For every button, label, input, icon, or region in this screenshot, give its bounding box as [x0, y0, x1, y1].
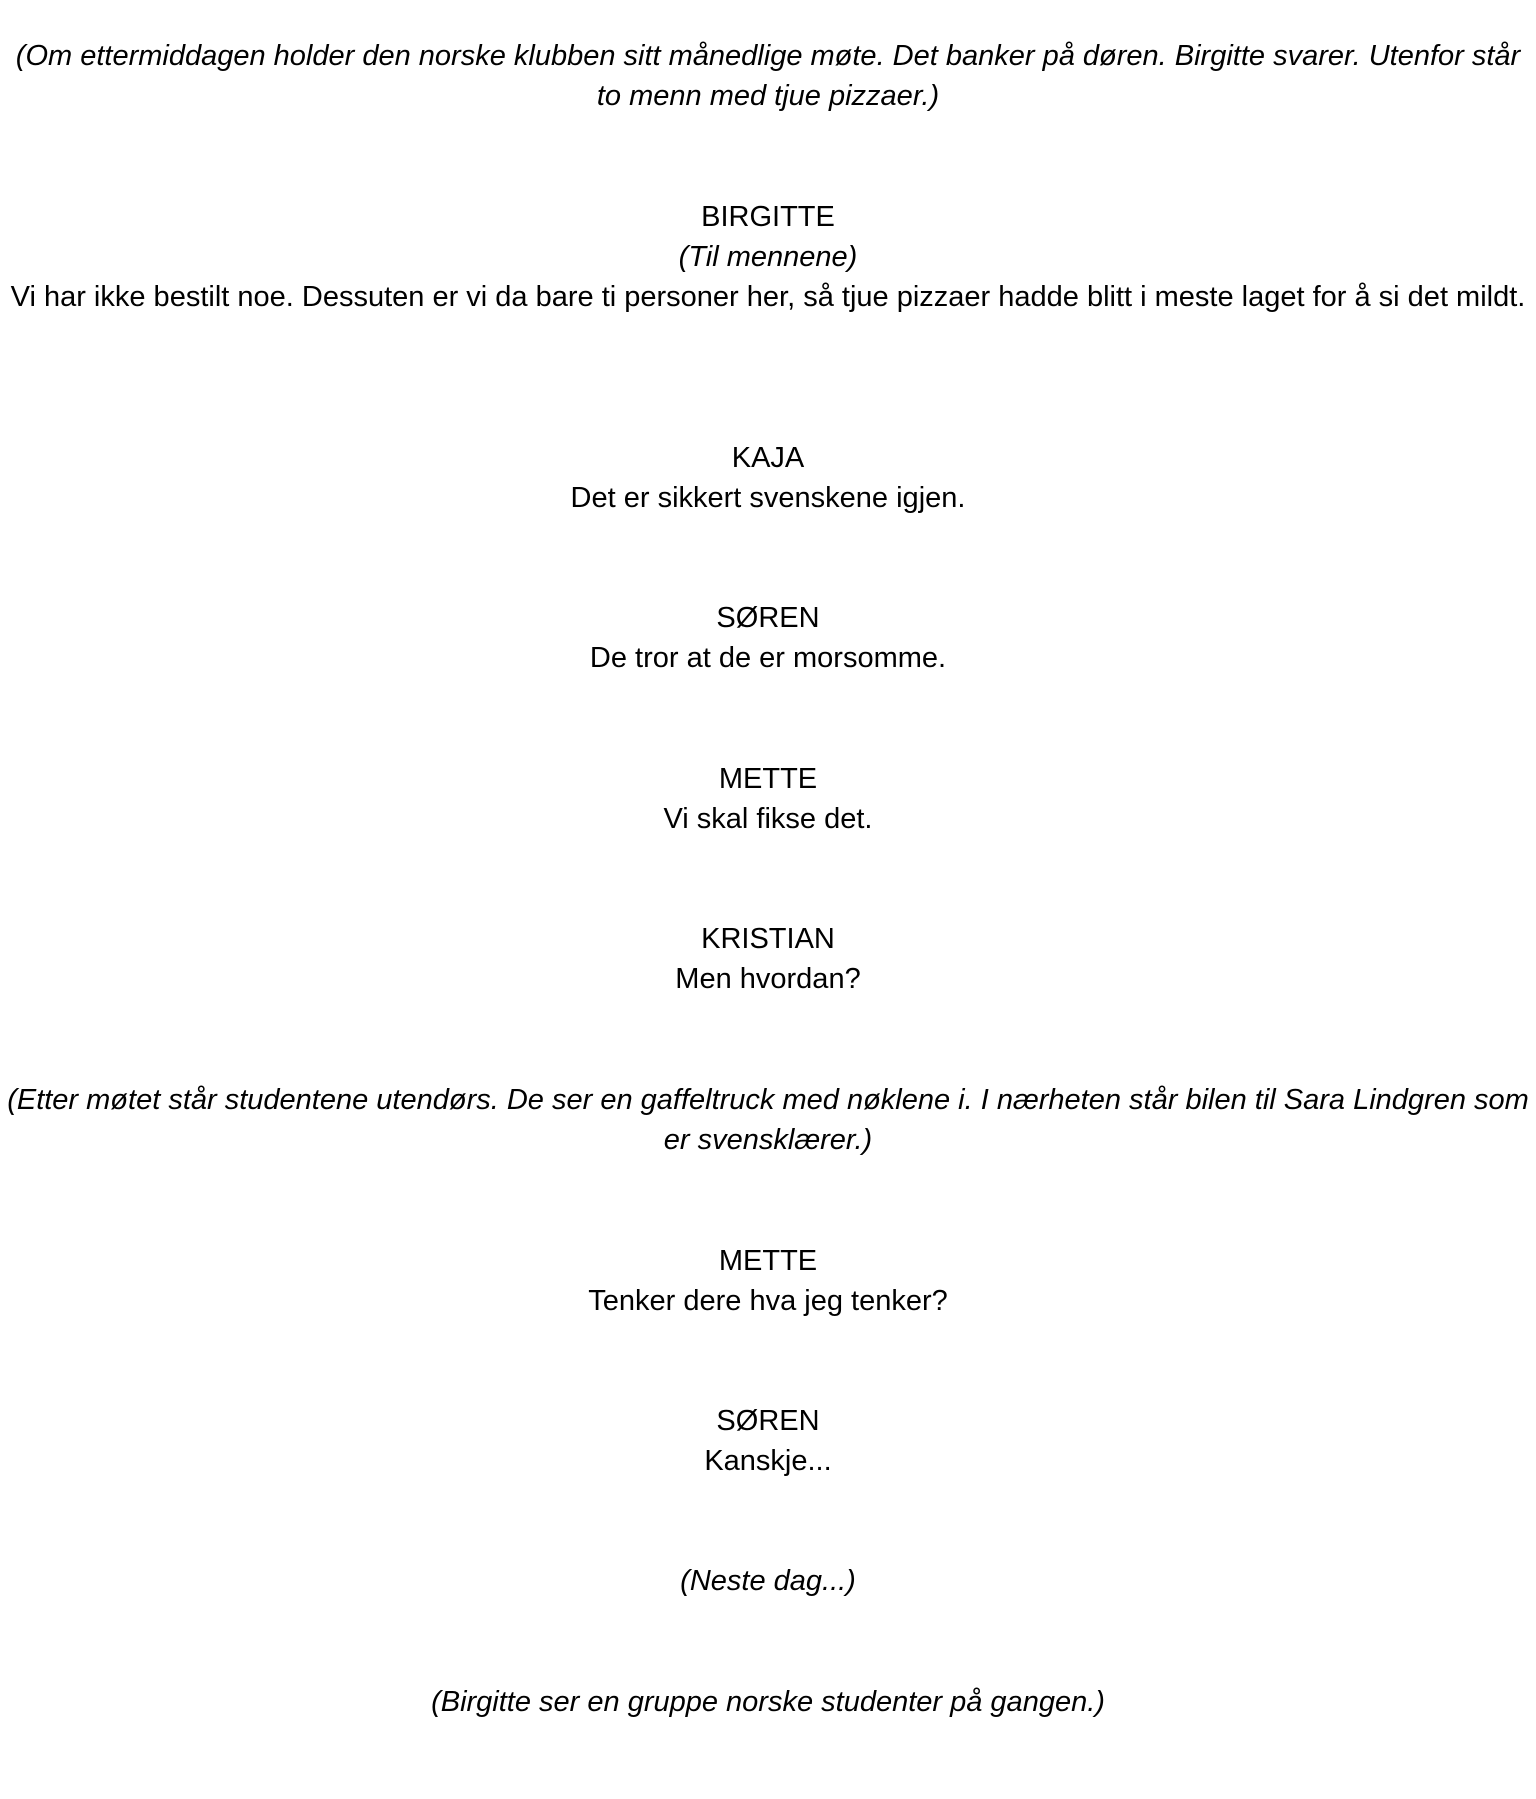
- speaker-kristian: KRISTIAN: [701, 923, 835, 955]
- dialogue-kristian: Men hvordan?: [675, 963, 861, 995]
- parenthetical-birgitte: (Til mennene): [678, 241, 858, 273]
- dialogue-soren-2: Kanskje...: [704, 1445, 832, 1477]
- speaker-mette: METTE: [718, 763, 818, 795]
- stage-direction-intro: (Om ettermiddagen holder den norske klubben sitt månedlige møte. Det banker på døren. Birgitte svarer. Utenfor står to menn med tjue pizzaer.): [15, 40, 1521, 112]
- stage-direction-next-day: (Neste dag...): [680, 1565, 856, 1597]
- dialogue-kaja: Det er sikkert svenskene igjen.: [570, 482, 966, 514]
- stage-direction-hallway: (Birgitte ser en gruppe norske studenter på gangen.): [431, 1686, 1105, 1718]
- speaker-kaja: KAJA: [731, 442, 805, 474]
- speaker-birgitte: BIRGITTE: [701, 201, 835, 233]
- speaker-soren: SØREN: [716, 602, 820, 634]
- speaker-mette-2: METTE: [718, 1245, 818, 1277]
- speaker-soren-2: SØREN: [716, 1405, 820, 1437]
- dialogue-birgitte: Vi har ikke bestilt noe. Dessuten er vi da bare ti personer her, så tjue pizzaer hadde blitt i meste laget for å si det mildt.: [10, 281, 1526, 313]
- stage-direction-after-meeting: (Etter møtet står studentene utendørs. De ser en gaffeltruck med nøklene i. I nærheten står bilen til Sara Lindgren som er svensklærer.): [7, 1084, 1529, 1156]
- dialogue-soren: De tror at de er morsomme.: [589, 642, 947, 674]
- dialogue-mette: Vi skal fikse det.: [663, 803, 873, 835]
- dialogue-mette-2: Tenker dere hva jeg tenker?: [588, 1285, 948, 1317]
